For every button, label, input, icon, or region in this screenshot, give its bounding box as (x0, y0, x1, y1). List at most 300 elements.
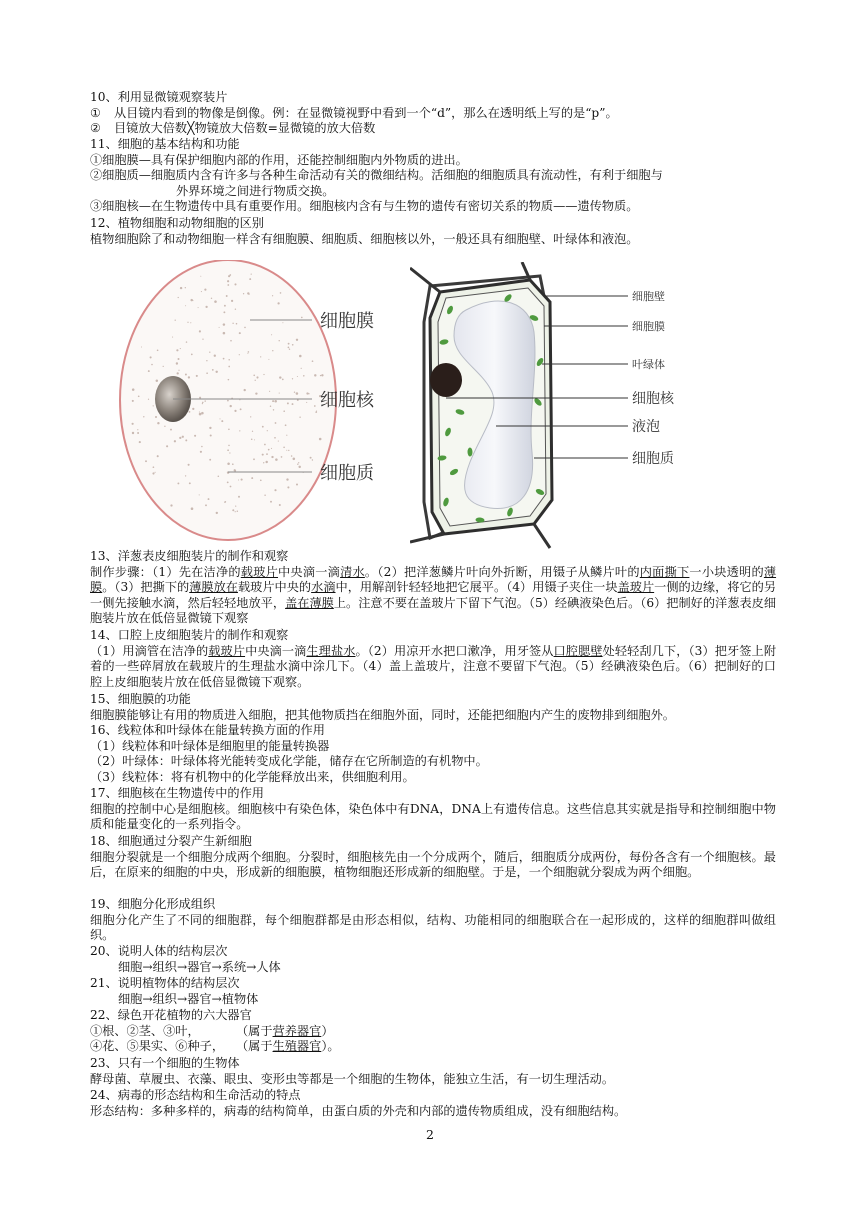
list-item: （2）叶绿体：叶绿体将光能转变成化学能，储存在它所制造的有机物中。 (90, 754, 488, 769)
section-title: 20、说明人体的结构层次 (90, 944, 228, 958)
granule (315, 411, 317, 413)
hierarchy-line: 细胞→组织→器官→系统→人体 (118, 959, 281, 974)
section-14 (90, 628, 776, 690)
granule (228, 359, 230, 361)
list-item-continuation: 外界环境之间进行物质交换。 (176, 183, 335, 198)
section-18 (90, 834, 776, 881)
plant-cell-figure (410, 262, 700, 550)
granule (176, 349, 178, 351)
paragraph: 细胞的控制中心是细胞核。细胞核中有染色体，染色体中有DNA，DNA上有遗传信息。这些信息其实就是指导和控制细胞中物质和能量变化的一系列指令。 (90, 801, 776, 832)
granule (226, 295, 228, 297)
granule (227, 400, 229, 402)
section-23 (90, 1056, 776, 1087)
granule (314, 374, 316, 376)
paragraph: （1）用滴管在洁净的载玻片中央滴一滴生理盐水。（2）用凉开水把口漱净，用牙签从口腔腮壁处轻轻刮几下，（3）把牙签上附着的一些碎屑放在载玻片的生理盐水滴中涂几下。（4）盖上盖玻片，注意不要留下气泡。（5）经碘液染色后。（6）把制好的口腔上皮细胞装片放在低倍显微镜下观察。 (90, 643, 777, 689)
granule (288, 343, 290, 345)
section-21 (90, 976, 776, 1007)
animal-cell-figure (100, 260, 400, 550)
granule (199, 397, 201, 399)
granule (137, 429, 138, 430)
paragraph: 形态结构：多种多样的，病毒的结构简单，由蛋白质的外壳和内部的遗传物质组成，没有细胞结构。 (90, 1103, 627, 1118)
granule (275, 422, 277, 424)
granule (185, 287, 186, 288)
granule (247, 353, 248, 354)
granule (209, 352, 210, 353)
granule (272, 295, 273, 296)
granule (274, 437, 276, 439)
granule (224, 502, 225, 503)
granule (191, 507, 194, 510)
granule (180, 348, 181, 349)
granule (238, 496, 240, 498)
granule (271, 456, 273, 458)
wall-edge (534, 524, 550, 548)
granule (288, 347, 290, 349)
granule (180, 287, 182, 289)
granule (280, 292, 282, 294)
granule (176, 362, 178, 364)
granule (205, 504, 207, 506)
granule (150, 356, 152, 358)
granule (155, 472, 156, 473)
granule (291, 455, 293, 457)
granule (239, 430, 240, 431)
granule (279, 504, 281, 506)
granule (312, 459, 313, 460)
granule (210, 434, 212, 436)
granule (188, 464, 190, 466)
granule (283, 447, 285, 449)
granule (234, 283, 236, 285)
granule (196, 375, 198, 377)
granule (293, 458, 296, 461)
granule (177, 372, 179, 374)
granule (227, 481, 229, 483)
section-19 (90, 897, 776, 944)
granule (278, 441, 279, 442)
granule (214, 300, 217, 303)
section-24 (90, 1088, 776, 1119)
granule (239, 332, 241, 334)
granule (301, 368, 302, 369)
granule (216, 512, 218, 514)
list-item: ③细胞核—在生物遗传中具有重要作用。细胞核内含有与生物的遗传有密切关系的物质——遗传物质。 (90, 199, 639, 214)
section-10 (90, 90, 776, 137)
page-number: 2 (426, 1127, 434, 1142)
granule (202, 403, 203, 404)
granule (229, 452, 230, 453)
granule (286, 450, 287, 451)
section-title: 12、植物细胞和动物细胞的区别 (90, 216, 264, 230)
granule (247, 292, 249, 294)
granule (219, 327, 220, 328)
granule (179, 437, 181, 439)
granule (310, 457, 312, 459)
section-17 (90, 786, 776, 833)
granule (235, 505, 236, 506)
label-chloroplast: 叶绿体 (632, 358, 665, 371)
granule (308, 393, 309, 394)
section-title: 21、说明植物体的结构层次 (90, 976, 240, 990)
granule (235, 309, 236, 310)
granule (273, 409, 274, 410)
section-title: 11、细胞的基本结构和功能 (90, 137, 240, 151)
granule (230, 486, 232, 488)
granule (138, 395, 140, 397)
section-13 (90, 549, 776, 627)
granule (156, 380, 159, 383)
granule (185, 439, 187, 441)
granule (164, 426, 165, 427)
granule (286, 478, 288, 480)
granule (175, 320, 176, 321)
section-12 (90, 216, 776, 247)
granule (228, 445, 230, 447)
granule (297, 376, 298, 377)
granule (240, 408, 242, 410)
granule (274, 489, 276, 491)
section-title: 14、口腔上皮细胞装片的制作和观察 (90, 628, 289, 642)
granule (218, 475, 220, 477)
granule (270, 501, 272, 503)
granule (228, 275, 230, 277)
granule (219, 418, 220, 419)
granule (252, 431, 253, 432)
section-title: 16、线粒体和叶绿体在能量转换方面的作用 (90, 723, 325, 737)
granule (279, 340, 280, 341)
granule (267, 430, 268, 431)
granule (270, 406, 271, 407)
section-title: 24、病毒的形态结构和生命活动的特点 (90, 1088, 301, 1102)
granule (198, 307, 199, 308)
granule (157, 349, 159, 351)
granule (132, 432, 134, 434)
granule (298, 462, 299, 463)
hierarchy-line: 细胞→组织→器官→植物体 (118, 991, 259, 1006)
granule (282, 379, 284, 381)
granule (227, 462, 230, 465)
granule (194, 435, 196, 437)
granule (189, 482, 191, 484)
granule (250, 416, 251, 417)
granule (319, 438, 322, 441)
list-item: ② 目镜放大倍数╳物镜放大倍数=显微镜的放大倍数 (90, 121, 376, 136)
granule (192, 408, 194, 410)
label-cell-membrane: 细胞膜 (320, 311, 374, 332)
organ-line: ①根、②茎、③叶， （属于营养器官） (90, 1023, 334, 1038)
granule (281, 456, 283, 458)
granule (269, 391, 270, 392)
granule (132, 423, 134, 425)
granule (248, 351, 250, 353)
paragraph: 细胞膜能够让有用的物质进入细胞，把其他物质挡在细胞外面，同时，还能把细胞内产生的废物排到细胞外。 (90, 707, 675, 722)
granule (208, 498, 210, 500)
granule (206, 360, 207, 361)
granule (153, 405, 154, 406)
section-title: 23、只有一个细胞的生物体 (90, 1056, 240, 1070)
granule (237, 510, 238, 511)
granule (287, 402, 289, 404)
section-16 (90, 723, 776, 785)
granule (299, 355, 302, 358)
paragraph: 植物细胞除了和动物细胞一样含有细胞膜、细胞质、细胞核以外，一般还具有细胞壁、叶绿体和液泡。 (90, 231, 639, 246)
granule (283, 410, 285, 412)
label-cytoplasm: 细胞质 (632, 451, 674, 467)
granule (178, 370, 179, 371)
granule (298, 466, 300, 468)
granule (239, 399, 240, 400)
granule (170, 504, 172, 506)
granule (249, 278, 251, 280)
granule (190, 322, 191, 323)
granule (152, 472, 154, 474)
granule (201, 291, 202, 292)
section-title: 13、洋葱表皮细胞装片的制作和观察 (90, 549, 289, 563)
granule (230, 405, 232, 407)
granule (151, 364, 153, 366)
granule (172, 337, 173, 338)
granule (185, 305, 186, 306)
granule (251, 438, 253, 440)
granule (232, 509, 234, 511)
list-item: （3）线粒体：将有机物中的化学能释放出来，供细胞利用。 (90, 769, 415, 784)
granule (256, 376, 258, 378)
granule (141, 346, 142, 347)
section-20 (90, 944, 776, 975)
granule (268, 359, 269, 360)
granule (292, 378, 293, 379)
granule (230, 340, 232, 342)
granule (232, 323, 233, 324)
granule (279, 393, 280, 394)
granule (178, 358, 180, 360)
granule (227, 284, 229, 286)
list-item: ①细胞膜—具有保护细胞内部的作用，还能控制细胞内外物质的进出。 (90, 152, 468, 167)
granule (228, 429, 230, 431)
granule (236, 323, 238, 325)
granule (228, 366, 230, 368)
granule (204, 289, 206, 291)
granule (244, 327, 246, 329)
granule (312, 360, 314, 362)
granule (234, 410, 236, 412)
section-title: 19、细胞分化形成组织 (90, 897, 216, 911)
granule (223, 358, 225, 360)
granule (155, 416, 157, 418)
granule (253, 458, 255, 460)
granule (157, 422, 159, 424)
granule (321, 374, 323, 376)
granule (204, 400, 205, 401)
granule (251, 477, 253, 479)
granule (232, 463, 234, 465)
granule (163, 366, 164, 367)
granule (262, 426, 264, 428)
granule (260, 479, 262, 481)
granule (199, 494, 200, 495)
label-vacuole: 液泡 (632, 419, 660, 435)
granule (244, 389, 246, 391)
section-title: 18、细胞通过分裂产生新细胞 (90, 834, 252, 848)
granule (289, 349, 290, 350)
granule (231, 300, 233, 302)
granule (200, 451, 202, 453)
section-title: 15、细胞膜的功能 (90, 692, 191, 706)
granule (292, 403, 294, 405)
granule (286, 435, 287, 436)
paragraph: 细胞分裂就是一个细胞分成两个细胞。分裂时，细胞核先由一个分成两个，随后，细胞质分成两份，每份各含有一个细胞核。最后，在原来的细胞的中央，形成新的细胞膜，植物细胞还形成新的细胞壁。于是，一个细胞就分裂成为两个细胞。 (90, 849, 776, 880)
wall-edge (410, 534, 444, 542)
granule (306, 402, 307, 403)
granule (186, 341, 187, 342)
label-cell-membrane: 细胞膜 (632, 320, 665, 333)
paragraph: 细胞分化产生了不同的细胞群，每个细胞群都是由形态相似，结构、功能相同的细胞联合在一起形成的，这样的细胞群叫做组织。 (90, 912, 776, 943)
granule (320, 375, 321, 376)
granule (279, 376, 281, 378)
granule (239, 354, 240, 355)
granule (254, 439, 255, 440)
granule (132, 388, 135, 391)
granule (296, 483, 298, 485)
granule (199, 411, 200, 412)
granule (227, 449, 229, 451)
granule (234, 470, 236, 472)
label-nucleus: 细胞核 (632, 391, 674, 407)
granule (148, 399, 149, 400)
label-cell-wall: 细胞壁 (632, 290, 665, 303)
granule (271, 448, 272, 449)
granule (145, 460, 147, 462)
wall-edge (410, 268, 440, 292)
section-22 (90, 1008, 776, 1055)
granule (266, 453, 268, 455)
granule (185, 374, 187, 376)
organ-line: ④花、⑤果实、⑥种子， （属于生殖器官）。 (90, 1039, 340, 1054)
granule (277, 302, 279, 304)
granule (260, 356, 261, 357)
granule (288, 450, 289, 451)
granule (202, 402, 204, 404)
paragraph: 制作步骤：（1）先在洁净的载玻片中央滴一滴清水。（2）把洋葱鳞片叶向外折断，用镊子从鳞片叶的内面撕下一小块透明的薄膜。（3）把撕下的薄膜放在载玻片中央的水滴中，用解剖针轻轻地把它展平。（4）用镊子夹住一块盖玻片一侧的边缘，将它的另一侧先接触水滴，然后轻轻地放平，盖在薄膜上。注意不要在盖玻片下留下气泡。（5）经碘液染色后。（6）把制好的洋葱表皮细胞装片放在低倍显微镜下观察 (90, 564, 777, 626)
granule (148, 370, 150, 372)
granule (182, 436, 184, 438)
granule (223, 323, 225, 325)
granule (272, 350, 273, 351)
granule (275, 458, 278, 461)
granule (271, 334, 272, 335)
section-11 (90, 137, 776, 215)
label-cytoplasm: 细胞质 (320, 463, 374, 484)
granule (170, 429, 172, 431)
granule (201, 446, 203, 448)
granule (296, 339, 298, 341)
granule (178, 297, 179, 298)
nucleus (430, 363, 462, 397)
granule (209, 459, 211, 461)
section-title: 17、细胞核在生物遗传中的作用 (90, 786, 264, 800)
granule (199, 330, 201, 332)
section-title: 22、绿色开花植物的六大器官 (90, 1008, 252, 1022)
granule (264, 444, 266, 446)
granule (292, 344, 294, 346)
granule (314, 405, 316, 407)
granule (139, 441, 141, 443)
granule (228, 379, 230, 381)
granule (306, 392, 308, 394)
granule (263, 374, 264, 375)
granule (177, 482, 179, 484)
list-item: ②细胞质—细胞质内含有许多与各种生命活动有关的微细结构。活细胞的细胞质具有流动性，有利于细胞与 (90, 168, 663, 183)
granule (206, 372, 208, 374)
granule (221, 420, 223, 422)
granule (188, 376, 190, 378)
section-title: 10、利用显微镜观察装片 (90, 90, 228, 104)
granule (253, 374, 255, 376)
granule (153, 466, 155, 468)
paragraph: 酵母菌、草履虫、衣藻、眼虫、变形虫等都是一个细胞的生物体，能独立生活，有一切生理活动。 (90, 1071, 615, 1086)
granule (282, 322, 283, 323)
granule (187, 322, 188, 323)
granule (190, 299, 192, 301)
granule (189, 411, 191, 413)
granule (132, 400, 134, 402)
granule (299, 416, 300, 417)
granule (212, 369, 214, 371)
granule (296, 392, 299, 395)
granule (205, 306, 207, 308)
granule (316, 410, 317, 411)
granule (262, 454, 264, 456)
granule (265, 461, 267, 463)
granule (166, 445, 168, 447)
granule (287, 486, 289, 488)
granule (201, 412, 204, 415)
granule (264, 494, 265, 495)
granule (137, 432, 139, 434)
granule (174, 440, 176, 442)
granule (185, 475, 186, 476)
label-nucleus: 细胞核 (320, 390, 374, 411)
granule (238, 479, 239, 480)
granule (209, 427, 211, 429)
granule (274, 400, 277, 403)
granule (223, 332, 226, 335)
granule (224, 305, 226, 307)
section-15 (90, 692, 776, 723)
granule (200, 276, 201, 277)
granule (211, 298, 212, 299)
granule (294, 392, 295, 393)
granule (303, 375, 305, 377)
granule (227, 280, 229, 282)
granule (285, 424, 287, 426)
granule (301, 317, 303, 319)
granule (263, 462, 264, 463)
granule (223, 311, 225, 313)
granule (255, 380, 256, 381)
granule (215, 371, 217, 373)
granule (255, 392, 257, 394)
granule (268, 449, 270, 451)
list-item: （1）线粒体和叶绿体是细胞里的能量转换器 (90, 738, 330, 753)
granule (297, 463, 298, 464)
granule (199, 413, 202, 416)
granule (243, 293, 244, 294)
list-item: ① 从目镜内看到的物像是倒像。例：在显微镜视野中看到一个“d”，那么在透明纸上写的是“p”。 (90, 105, 618, 120)
granule (235, 511, 236, 512)
granule (191, 354, 193, 356)
granule (251, 274, 252, 275)
